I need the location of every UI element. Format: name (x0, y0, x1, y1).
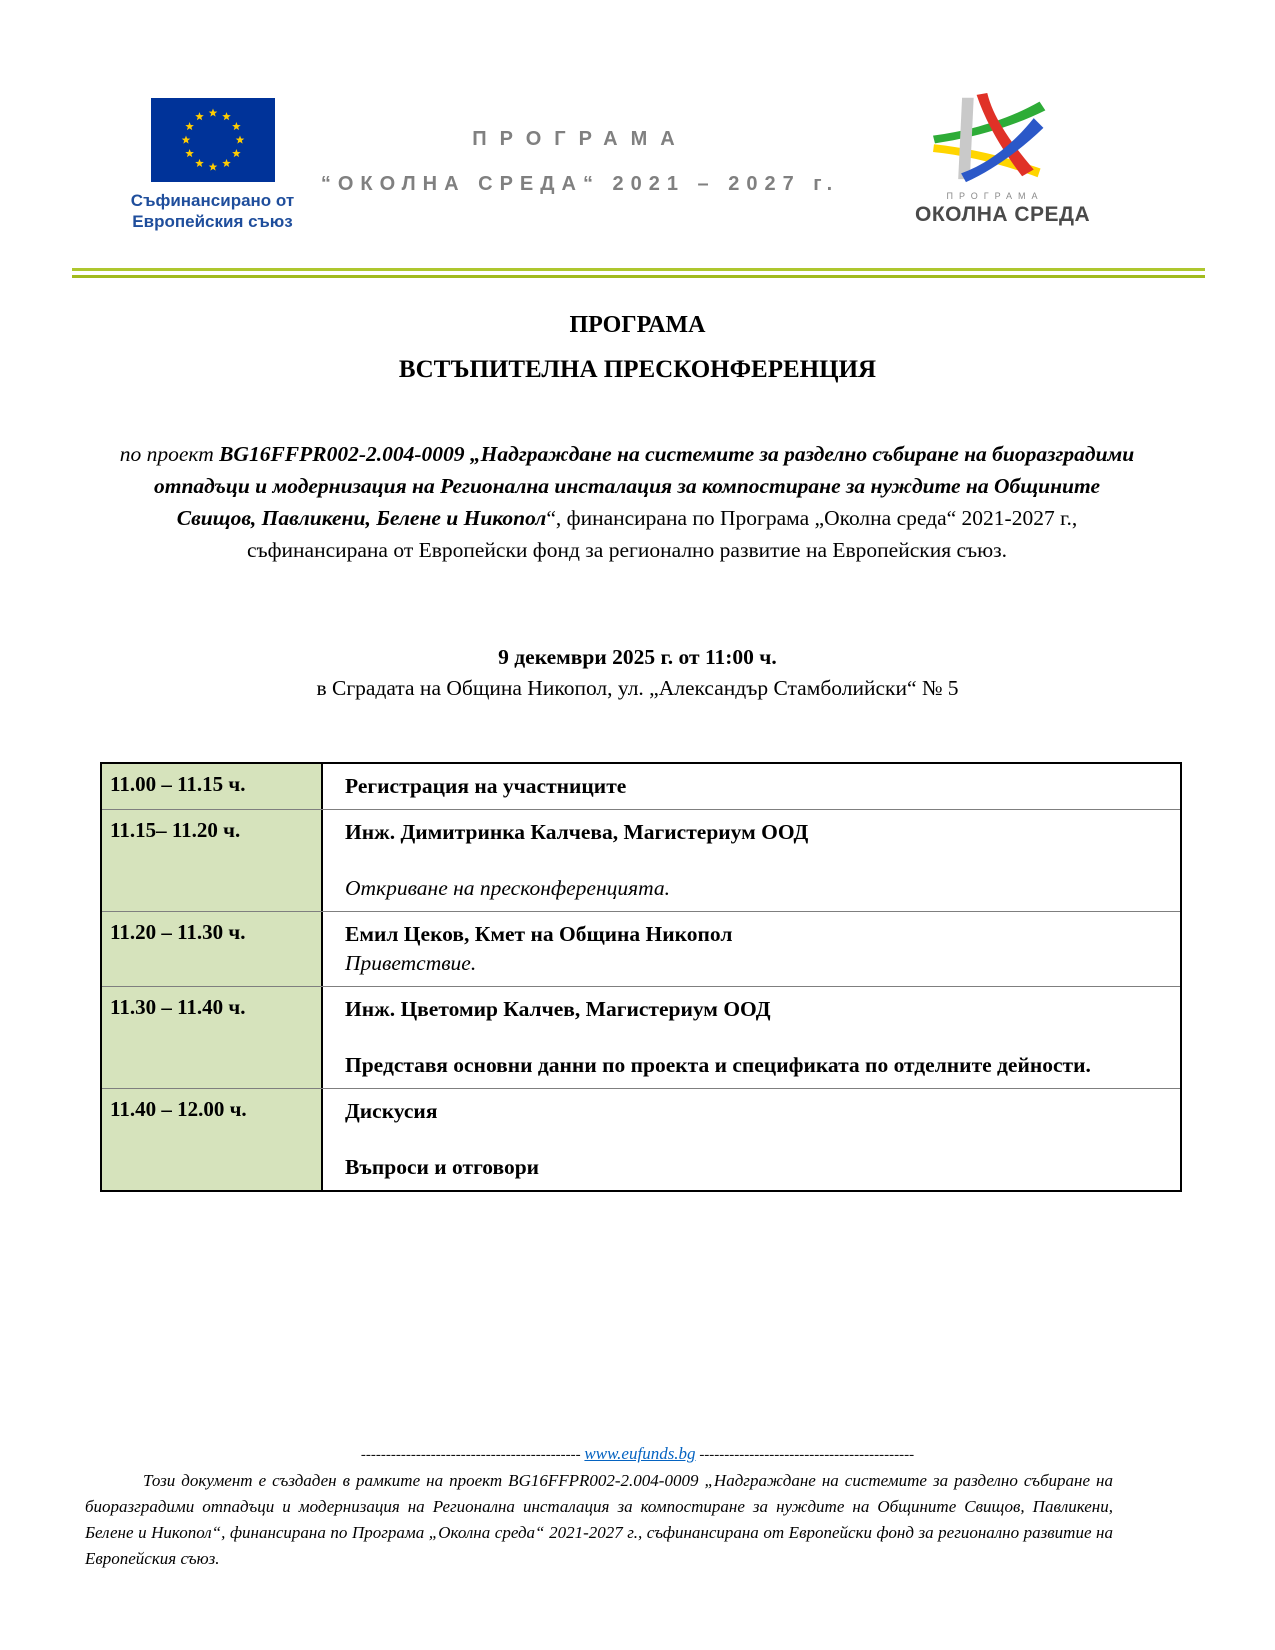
table-row (102, 809, 1180, 911)
eu-caption-line2: Европейския съюз (132, 212, 293, 231)
footer-link-line (0, 1444, 1275, 1464)
schedule-line: Инж. Димитринка Калчева, Магистериум ООД (345, 820, 809, 844)
content-cell (323, 912, 1180, 986)
schedule-line: Инж. Цветомир Калчев, Магистериум ООД (345, 997, 771, 1021)
schedule-line: Въпроси и отговори (345, 1155, 540, 1179)
document-title (0, 312, 1275, 384)
footer-dashes-left: -------------------------------------------- (360, 1447, 581, 1463)
title-line1: ПРОГРАМА (569, 312, 706, 338)
eu-flag-icon (150, 98, 276, 182)
footer-dashes-right: ------------------------------------------- (699, 1447, 915, 1463)
okolna-sreda-logo (915, 92, 1091, 227)
eufunds-link[interactable]: www.eufunds.bg (584, 1444, 696, 1463)
time-cell: 11.30 – 11.40 ч. (102, 987, 323, 1088)
schedule-line (345, 847, 1170, 874)
table-row (102, 911, 1180, 986)
table-row (102, 986, 1180, 1088)
okolna-sreda-logo-top-label: ПРОГРАМА (946, 191, 1044, 201)
time-cell: 11.40 – 12.00 ч. (102, 1089, 323, 1190)
schedule-line: Откриване на пресконференцията. (345, 876, 671, 900)
table-row (102, 764, 1180, 809)
time-cell: 11.00 – 11.15 ч. (102, 764, 323, 809)
content-cell (323, 1089, 1180, 1190)
content-cell (323, 987, 1180, 1088)
content-cell (323, 810, 1180, 911)
time-cell: 11.15– 11.20 ч. (102, 810, 323, 911)
schedule-line (345, 1126, 1170, 1153)
program-header (280, 128, 880, 196)
project-intro-paragraph (112, 438, 1142, 566)
intro-lead: по проект (119, 442, 220, 466)
schedule-line: Приветствие. (345, 951, 477, 975)
footer-note: Този документ е създаден в рамките на проект BG16FFPR002-2.004-0009 „Надграждане на системите за разделно събиране на биоразградими отпадъци и модернизация на Регионална инсталация за компостиране за нуждите на Общините Свищов, Павликени, Белене и Никопол“, финансирана по Програма „Околна среда“ 2021-2027 г., съфинансирана от Европейски фонд за регионално развитие на Европейския съюз. (85, 1471, 1113, 1568)
header-divider (72, 268, 1205, 278)
okolna-sreda-logo-bottom-label: ОКОЛНА СРЕДА (915, 203, 1091, 226)
table-row (102, 1088, 1180, 1190)
eu-caption-line1: Съфинансирано от (130, 191, 295, 210)
program-header-line2: “ОКОЛНА СРЕДА“ 2021 – 2027 г. (320, 173, 840, 195)
schedule-line: Представя основни данни по проекта и спецификата по отделните дейности. (345, 1053, 1091, 1077)
intro-project-name: BG16FFPR002-2.004-0009 „Надграждане на системите за разделно събиране на биоразградими отпадъци и модернизация на Регионална инсталация за компостиране за нуждите на Общините Свищов, Павликени, Белене и Никопол (153, 442, 1135, 530)
time-cell: 11.20 – 11.30 ч. (102, 912, 323, 986)
eu-cofunded-logo (120, 98, 305, 232)
title-line2: ВСТЪПИТЕЛНА ПРЕСКОНФЕРЕНЦИЯ (398, 356, 877, 383)
schedule-line: Емил Цеков, Кмет на Община Никопол (345, 922, 733, 946)
schedule-line: Дискусия (345, 1099, 438, 1123)
intro-tail: “, финансирана по Програма „Околна среда“ 2021-2027 г., съфинансирана от Европейски фонд за регионално развитие на Европейския съюз. (246, 506, 1078, 562)
content-cell (323, 764, 1180, 809)
schedule-table (100, 762, 1182, 1192)
schedule-line (345, 1024, 1170, 1051)
event-venue: в Сградата на Община Никопол, ул. „Александър Стамболийски“ № 5 (316, 676, 959, 700)
program-header-line1: ПРОГРАМА (472, 128, 688, 150)
eu-logo-caption (120, 190, 305, 232)
schedule-line: Регистрация на участниците (345, 774, 627, 798)
event-datetime: 9 декември 2025 г. от 11:00 ч. (498, 645, 777, 669)
okolna-sreda-ribbons-icon (929, 92, 1061, 184)
